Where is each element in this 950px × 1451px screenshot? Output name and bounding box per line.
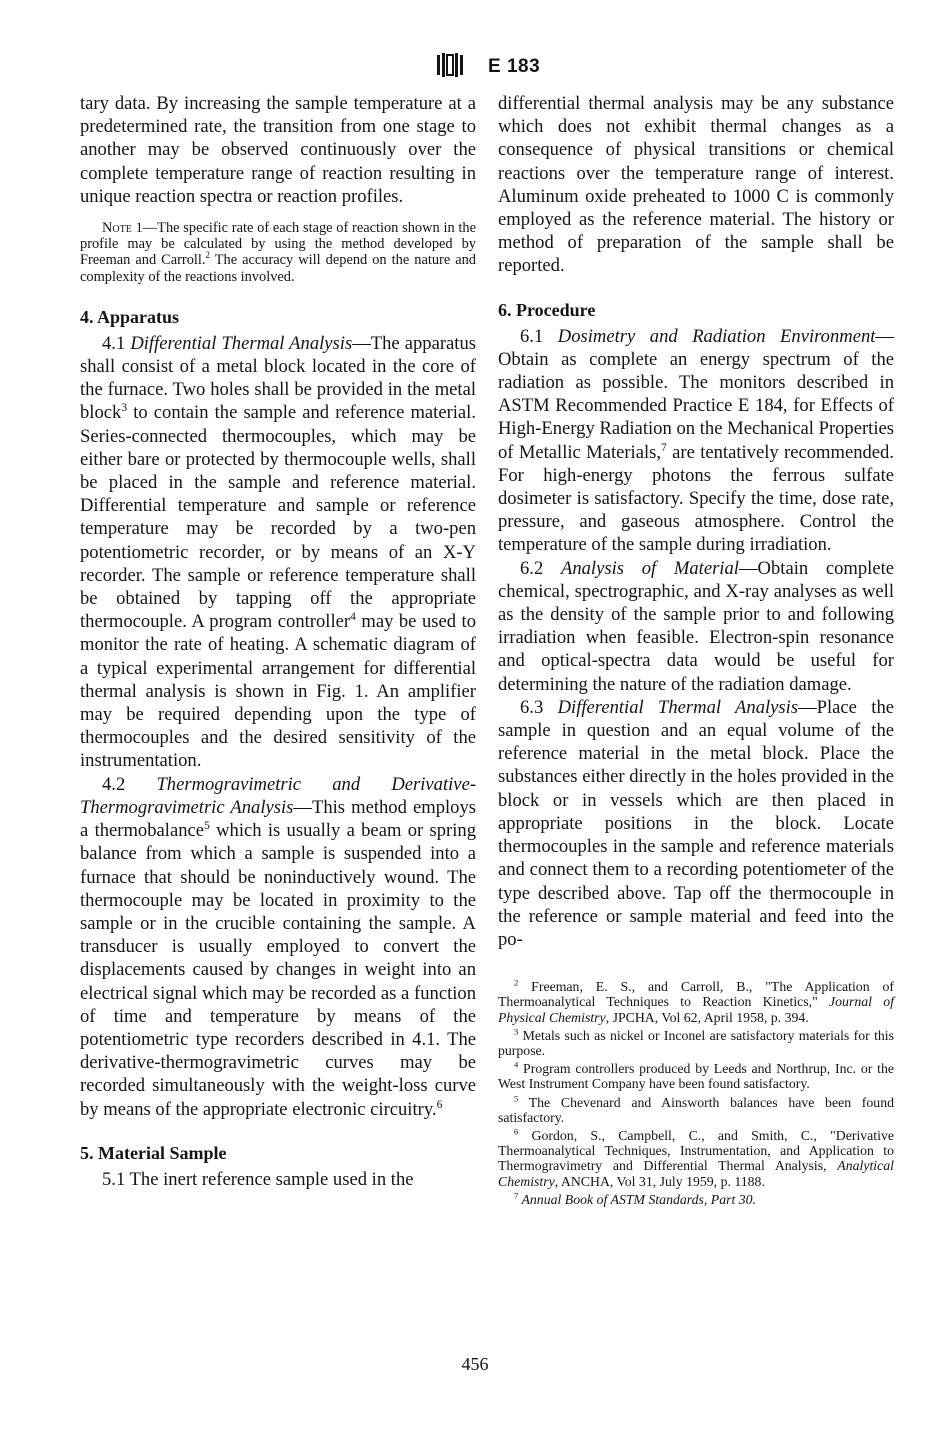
paragraph-5-1: 5.1 The inert reference sample used in the xyxy=(102,1168,414,1190)
footnotes xyxy=(498,979,894,1207)
page-number: 456 xyxy=(461,1354,489,1374)
paragraph-6-2: 6.2 Analysis of Material—Obtain complete chemical, spectrographic, and X-ray analyses as well as the density of the sample prior to and following irradiation when feasible. Electron-spin resonance and optical-spectra data would be useful for determining the nature of the radiation damage. xyxy=(498,557,895,695)
footnote-7: $^7$ Annual Book of ASTM Standards, Part 30. xyxy=(514,1190,757,1207)
footnote-3: $^3$ Metals such as nickel or Inconel are satisfactory materials for this purpose. xyxy=(498,1026,894,1058)
page-header xyxy=(0,52,950,88)
paragraph-6-1: 6.1 Dosimetry and Radiation Environment—Obtain as complete an energy spectrum of the radiation as possible. The monitors described in ASTM Recommended Practice E 184, for Effects of High-Energy Radiation on the Mechanical Properties of Metallic Materials,$^7$ are tentatively recommended. For high-energy photons the ferrous sulfate dosimeter is satisfactory. Specify the time, dose rate, pressure, and gaseous atmosphere. Control the temperature of the sample during irradiation. xyxy=(498,325,895,556)
footnote-5: $^5$ The Chevenard and Ainsworth balances have been found satisfactory. xyxy=(498,1092,894,1125)
paragraph-5-1-continued: differential thermal analysis may be any substance which does not exhibit thermal changes as a consequence of physical transitions or chemical reactions over the temperature range of interest. Aluminum oxide preheated to 1000 C is commonly employed as the reference material. The history or method of preparation of the sample shall be reported. xyxy=(498,93,894,277)
left-column xyxy=(80,92,476,1191)
section-heading-material-sample: 5. Material Sample xyxy=(80,1142,227,1163)
paragraph-6-3: 6.3 Differential Thermal Analysis—Place the sample in question and an equal volume of the reference material in the metal block. Place the substances either directly in the holes provided in the block or in vessels which are then placed in appropriate positions in the block. Locate thermocouples in the sample and reference materials and connect them to a recording potentiometer of the type described above. Tap off the thermocouple in the reference or sample material and feed into the po- xyxy=(498,696,894,950)
footnote-4: $^4$ Program controllers produced by Leeds and Northrup, Inc. or the West Instrument Company have been found satisfactory. xyxy=(498,1059,894,1092)
paragraph-4-2: 4.2 Thermogravimetric and Derivative-Thermogravimetric Analysis—This method employs a thermobalance$^5$ which is usually a beam or spring balance from which a sample is suspended into a furnace that should be noninductively wound. The thermocouple may be located in proximity to the sample or in the crucible containing the sample. A transducer is usually employed to convert the displacements caused by changes in weight into an electrical signal which may be recorded as a function of time and temperature by means of the potentiometric type recorders described in 4.1. The derivative-thermogravimetric curves may be recorded simultaneously with the weight-loss curve by means of the appropriate electronic circuitry.$^6$ xyxy=(80,773,477,1120)
astm-logo-icon xyxy=(436,52,464,78)
footnote-6: $^6$ Gordon, S., Campbell, C., and Smith, C., "Derivative Thermoanalytical Techniques, Instrumentation, and Application to Thermogravimetry and Differential Thermal Analysis, Analytical Chemistry, ANCHA, Vol 31, July 1959, p. 1188. xyxy=(498,1126,894,1189)
section-heading-procedure: 6. Procedure xyxy=(498,299,596,320)
note-1: Note 1—The specific rate of each stage of reaction shown in the profile may be calculated by using the method developed by Freeman and Carroll.$^2$ The accuracy will depend on the nature and complexity of the reactions involved. xyxy=(80,220,476,285)
footnote-2: $^2$ Freeman, E. S., and Carroll, B., "The Application of Thermoanalytical Techniques to Reaction Kinetics," Journal of Physical Chemistry, JPCHA, Vol 62, April 1958, p. 394. xyxy=(498,977,894,1025)
paragraph-continued: tary data. By increasing the sample temperature at a predetermined rate, the transition from one stage to another may be observed continuously over the complete temperature range of reaction resulting in unique reaction spectra or reaction profiles. xyxy=(80,93,476,207)
standard-designation: E 183 xyxy=(488,56,541,77)
section-heading-apparatus: 4. Apparatus xyxy=(80,306,180,327)
paragraph-4-1: 4.1 Differential Thermal Analysis—The apparatus shall consist of a metal block located in the core of the furnace. Two holes shall be provided in the metal block$^3$ to contain the sample and reference material. Series-connected thermocouples, which may be either bare or protected by thermocouple wells, shall be placed in the sample and reference material. Differential temperature and sample or reference temperature may be recorded by a two-pen potentiometric recorder, or by means of an X-Y recorder. The sample or reference temperature shall be obtained by tapping off the appropriate thermocouple. A program controller$^4$ may be used to monitor the rate of heating. A schematic diagram of a typical experimental arrangement for differential thermal analysis is shown in Fig. 1. An amplifier may be required depending upon the type of thermocouples and the desired sensitivity of the instrumentation. xyxy=(80,332,477,772)
right-column xyxy=(498,92,894,1210)
